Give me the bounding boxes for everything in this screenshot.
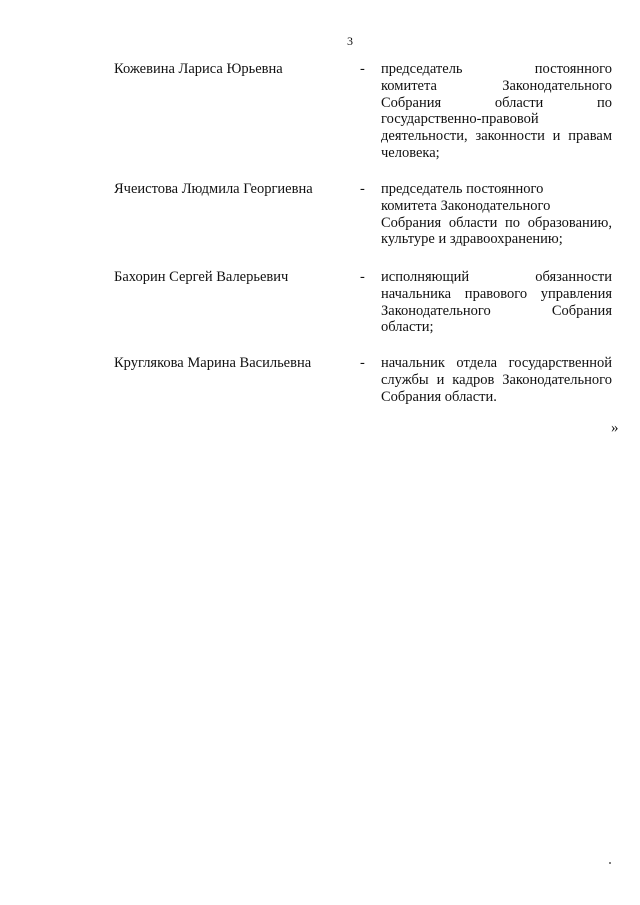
role-line: начальника правового управления (381, 285, 612, 302)
role-line: области; (381, 319, 434, 336)
role-line: председатель постоянного (381, 181, 544, 197)
role-line: государственно-правовой (381, 111, 539, 128)
role-line: комитета Законодательного (381, 77, 612, 94)
member-role (381, 61, 612, 162)
role-line: Собрания области. (381, 388, 497, 405)
role-line: службы и кадров Законодательного (381, 371, 612, 388)
role-line: начальник отдела государственной (381, 355, 612, 371)
member-name: Кожевина Лариса Юрьевна (114, 61, 283, 77)
role-line: культуре и здравоохранению; (381, 231, 563, 248)
role-line: председатель постоянного (381, 61, 612, 77)
role-line: деятельности, законности и правам (381, 128, 612, 145)
role-line: исполняющий обязанности (381, 269, 612, 285)
member-name: Ячеистова Людмила Георгиевна (114, 181, 313, 197)
dash-separator: - (360, 269, 365, 285)
dash-separator: - (360, 61, 365, 77)
member-role (381, 355, 612, 405)
dash-separator: - (360, 181, 365, 197)
member-name: Бахорин Сергей Валерьевич (114, 269, 289, 285)
role-line: Законодательного Собрания (381, 302, 612, 319)
member-name: Круглякова Марина Васильевна (114, 355, 312, 371)
closing-quote: » (611, 420, 619, 436)
page-number: 3 (347, 34, 353, 48)
member-role (381, 269, 612, 336)
role-line: человека; (381, 144, 440, 161)
role-line: Собрания области по (381, 94, 612, 111)
scan-artifact (609, 862, 611, 864)
member-role (381, 181, 612, 248)
role-line: Собрания области по образованию, (381, 214, 612, 231)
role-line: комитета Законодательного (381, 197, 551, 214)
dash-separator: - (360, 355, 365, 371)
